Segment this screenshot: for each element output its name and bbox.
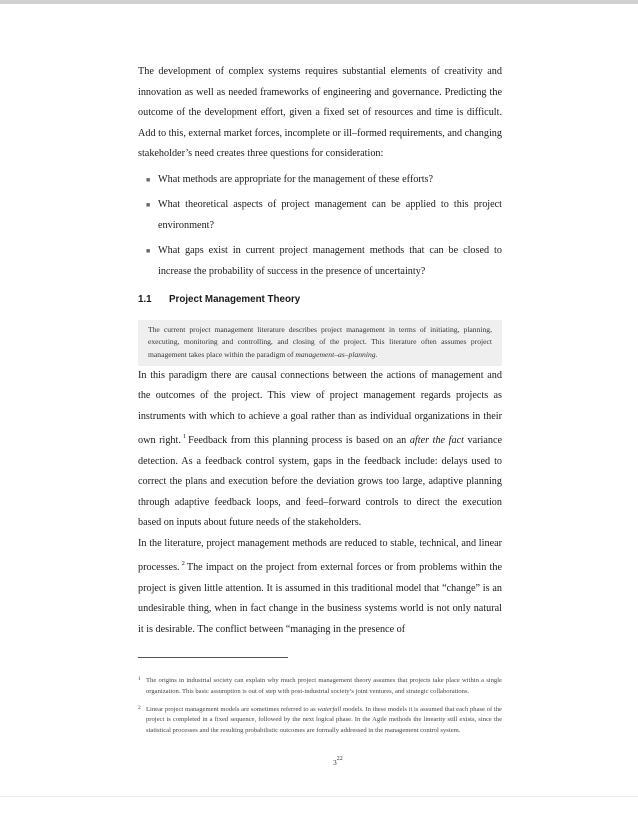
para2-part3: variance detection. As a feedback control system, gaps in the feedback include: delays used to correct the plans and execution before the deviation grows too large, adaptive planning through adaptive feedback loops, and feed–forward controls to direct the execution based on inputs about future needs of the stakeholders. [138, 435, 503, 529]
footnotes [138, 676, 502, 736]
page-current: 3 [333, 758, 337, 767]
para3-part1: In the literature, project management methods are reduced to stable, technical, and linear processes. [138, 537, 502, 574]
footnote-text: The origins in industrial society can explain why much project management theory assumes that projects take place within a single organization. This basic assumption is out of step with post-industrial society’s joint ventures, and strategic collaborations. [146, 677, 502, 695]
para2-part1: In this paradigm there are causal connections between the actions of management and the outcomes of the project. This view of project management regards projects as instruments with which to achieve a goal rather than as individual organizations in their own right. [138, 369, 502, 447]
square-bullet-icon: ■ [146, 247, 151, 255]
page-total: 22 [336, 756, 343, 762]
intro-paragraph: The development of complex systems requires substantial elements of creativity and innovation as well as needed frameworks of engineering and governance. Predicting the outcome of the development effort, given a fixed set of resources and time is difficult. Add to this, external market forces, incomplete or ill–formed requirements, and changing stakeholder’s need creates three questions for consideration: [138, 66, 502, 159]
footnote-mark: 2 [138, 704, 141, 711]
list-item [138, 195, 502, 236]
footnote-text-after: models. In these models it is assumed that each phase of the project is completed in a fixed sequence, followed by the next logical phase. In the Agile methods the linearity still exists, since the statistical processes and the resulting probabilistic outcomes are formally addressed in the management control system. [146, 705, 502, 734]
list-item-text: What methods are appropriate for the management of these efforts? [158, 173, 434, 185]
footnote-divider [138, 657, 288, 658]
list-item-text: What gaps exist in current project management methods that can be closed to increase the probability of success in the presence of uncertainty? [158, 245, 502, 277]
top-border [0, 0, 638, 4]
list-item-text: What theoretical aspects of project management can be applied to this project environment? [158, 199, 502, 231]
body-paragraph-2 [138, 366, 502, 534]
footnote-2 [138, 705, 502, 737]
list-item [138, 170, 502, 191]
square-bullet-icon: ■ [146, 201, 151, 209]
callout-emphasis: management–as–planning. [295, 349, 378, 359]
para3-part2: The impact on the project from external forces or from problems within the project is given little attention. It is assumed in this traditional model that “change” is an undesirable thing, when in fact change in the business systems world is not only natural it is desirable. The conflict between “managing in the presence of [138, 562, 502, 635]
footnote-ref-2[interactable]: 2 [181, 560, 185, 568]
footnote-1 [138, 676, 502, 697]
para2-part2: Feedback from this planning process is based on an [188, 435, 410, 447]
page-number [333, 756, 343, 767]
section-title: Project Management Theory [169, 294, 301, 305]
para2-emphasis: after the fact [409, 435, 464, 447]
callout-text: The current project management literature describes project management in terms of initiating, planning, executing, monitoring and controlling, and closing of the project. This literature often assumes project management takes place within the paradigm of [148, 325, 492, 359]
square-bullet-icon: ■ [146, 175, 151, 184]
callout-box [138, 320, 502, 366]
footnote-mark: 1 [138, 676, 141, 683]
question-list [138, 170, 502, 283]
bottom-border [0, 796, 638, 797]
section-number: 1.1 [138, 294, 152, 305]
list-item [138, 241, 502, 282]
footnote-ref-1[interactable]: 1 [182, 433, 187, 441]
section-heading [138, 290, 502, 310]
footnote-emphasis: waterfall [317, 705, 342, 713]
footnote-text-before: Linear project management models are sometimes referred to as [146, 705, 318, 713]
body-paragraph-3 [138, 534, 502, 641]
document-page [138, 62, 502, 743]
